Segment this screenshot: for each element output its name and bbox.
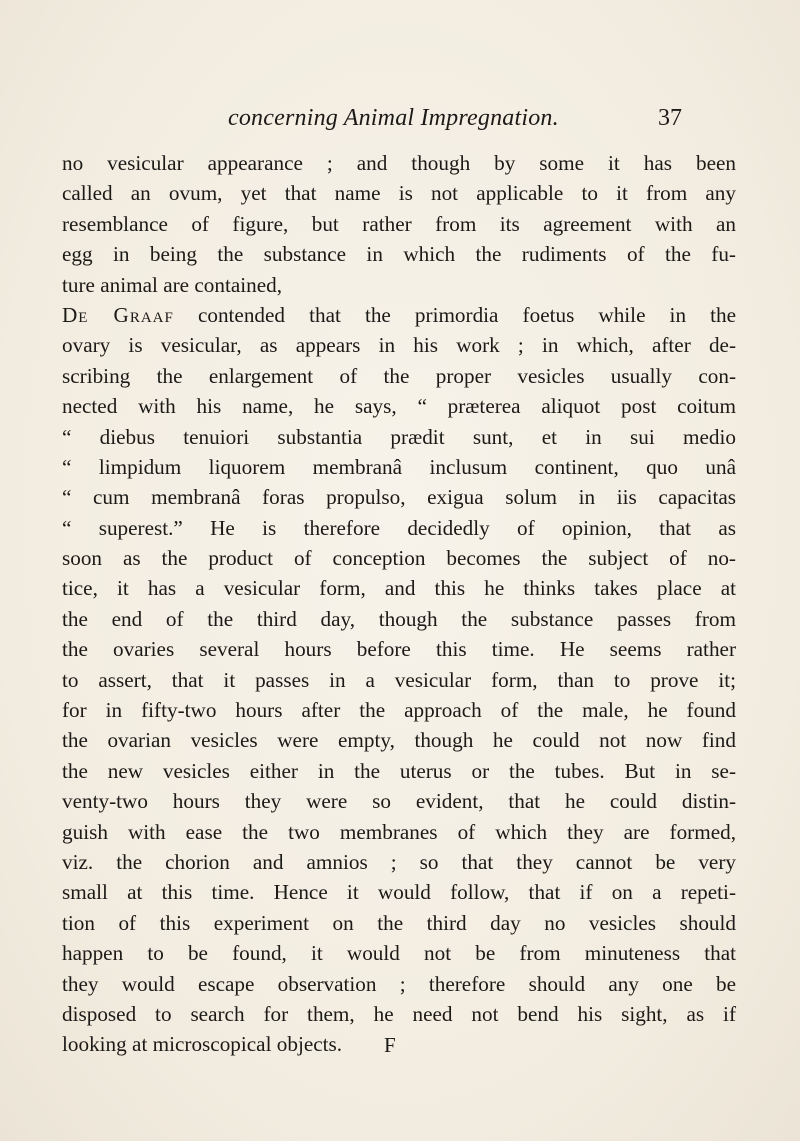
text-line: egg in being the substance in which the rudiments of the fu-	[62, 242, 736, 267]
text-line: for in fifty-two hours after the approach of the male, he found	[62, 698, 736, 723]
text-fragment: contended that the primordia foetus while in the	[197, 302, 737, 327]
text-line: small at this time. Hence it would follow, that if on a repeti-	[62, 880, 736, 905]
text-line: venty-two hours they were so evident, that he could distin-	[62, 789, 736, 814]
text-line: the new vesicles either in the uterus or the tubes. But in se-	[62, 758, 736, 783]
text-line: the ovaries several hours before this time. He seems rather	[62, 637, 736, 662]
text-line-paragraph-start	[62, 300, 736, 330]
text-line: the ovarian vesicles were empty, though he could not now find	[62, 728, 736, 753]
text-line: soon as the product of conception becomes the subject of no-	[62, 546, 736, 571]
text-line: guish with ease the two membranes of which they are formed,	[62, 819, 736, 844]
text-line: viz. the chorion and amnios ; so that they cannot be very	[62, 849, 736, 874]
text-line: “ diebus tenuiori substantia prædit sunt, et in sui medio	[62, 424, 736, 449]
text-line: resemblance of figure, but rather from its agreement with an	[62, 211, 736, 236]
text-line: disposed to search for them, he need not bend his sight, as if	[62, 1001, 736, 1026]
text-line: tice, it has a vesicular form, and this he thinks takes place at	[62, 576, 736, 601]
text-line: “ limpidum liquorem membranâ inclusum continent, quo unâ	[62, 454, 736, 479]
text-line: happen to be found, it would not be from minuteness that	[62, 941, 736, 966]
text-line: no vesicular appearance ; and though by some it has been	[62, 151, 736, 175]
text-line: called an ovum, yet that name is not applicable to it from any	[62, 181, 736, 206]
page-number: 37	[658, 105, 682, 131]
text-line: the end of the third day, though the substance passes from	[62, 606, 736, 631]
text-line: ovary is vesicular, as appears in his work ; in which, after de-	[62, 333, 736, 358]
running-head-title: concerning Animal Impregnation.	[228, 105, 559, 131]
author-name: De Graaf	[62, 302, 174, 327]
text-line: they would escape observation ; therefore should any one be	[62, 971, 736, 996]
body-text	[62, 148, 736, 1060]
text-line: to assert, that it passes in a vesicular form, than to prove it;	[62, 667, 736, 692]
text-line: “ cum membranâ foras propulso, exigua solum in iis capacitas	[62, 485, 736, 510]
text-line: scribing the enlargement of the proper vesicles usually con-	[62, 363, 736, 388]
text-line: tion of this experiment on the third day no vesicles should	[62, 910, 736, 935]
signature-mark: F	[384, 1033, 396, 1057]
text-line: looking at microscopical objects.	[62, 1032, 343, 1057]
text-line: ture animal are contained,	[62, 272, 283, 297]
text-line: nected with his name, he says, “ præterea aliquot post coitum	[62, 394, 736, 419]
running-head	[0, 105, 800, 135]
text-line: “ superest.” He is therefore decidedly of opinion, that as	[62, 515, 736, 540]
